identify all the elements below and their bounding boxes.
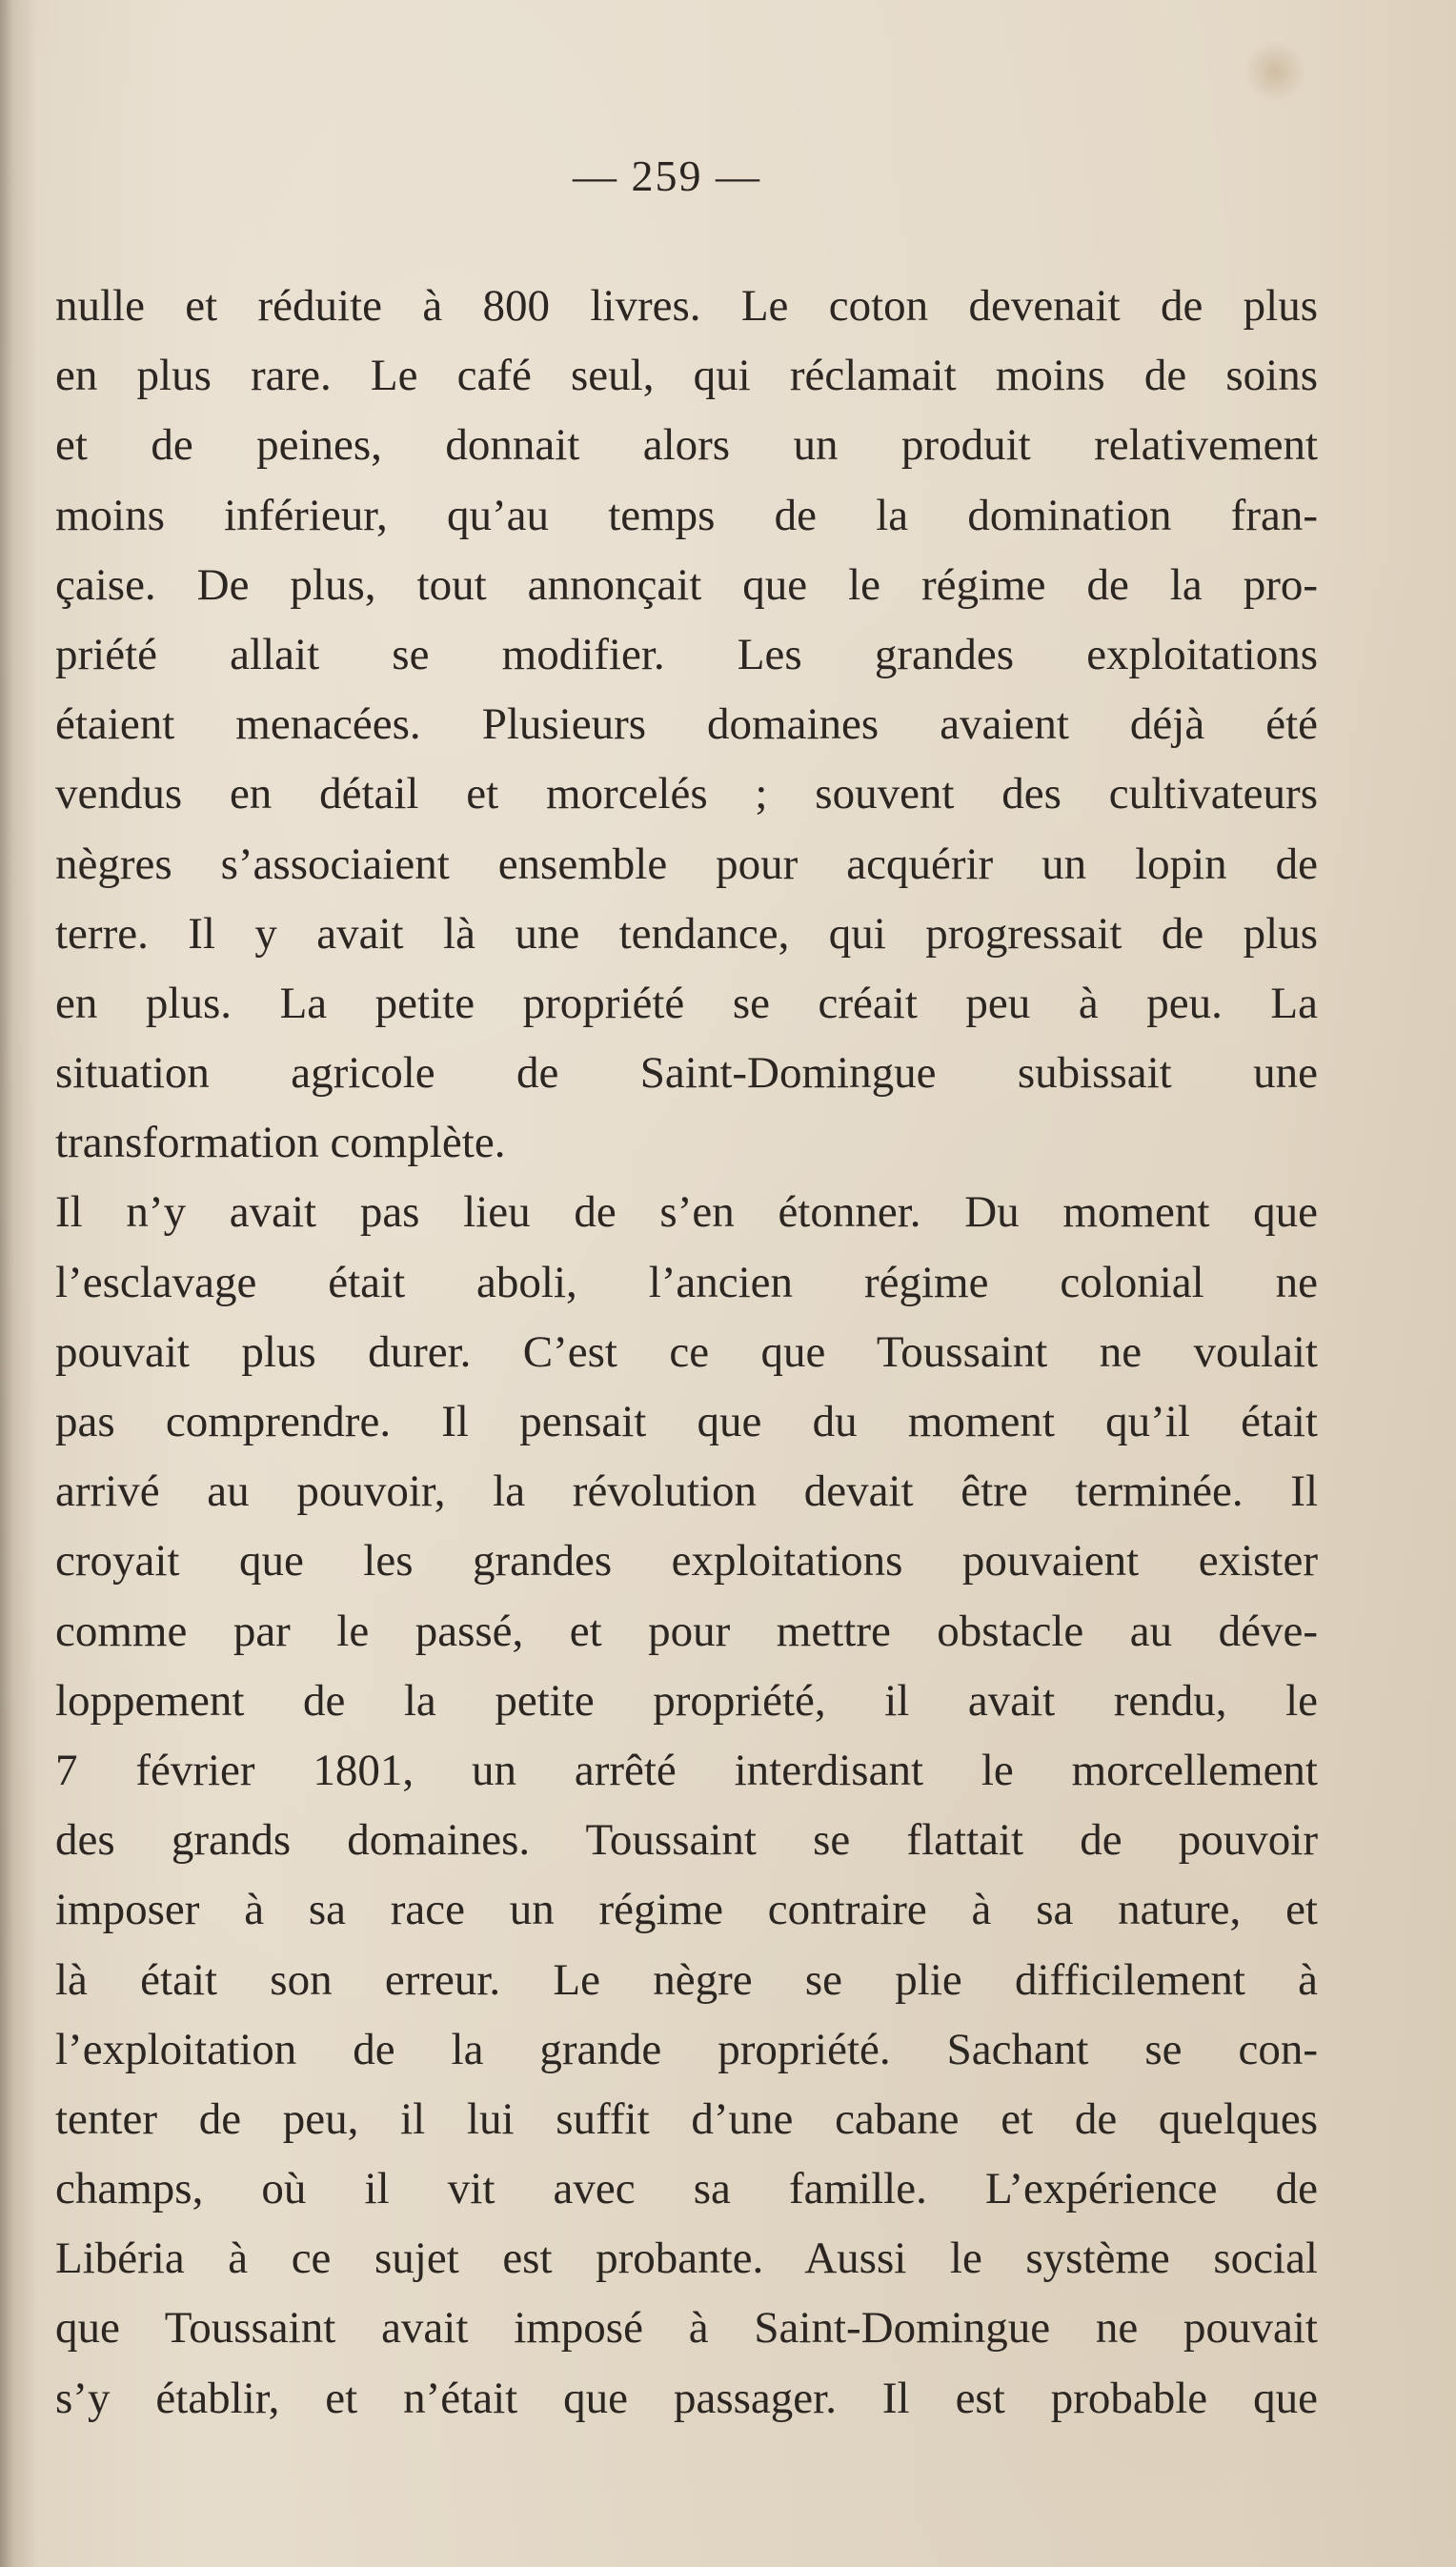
text-line: situation agricole de Saint-Domingue subissait une — [55, 1048, 1318, 1099]
text-line-paragraph-start: Il n’y avait pas lieu de s’en étonner. Du moment que — [55, 1187, 1318, 1238]
text-line: moins inférieur, qu’au temps de la domination fran- — [55, 490, 1318, 540]
text-line: vendus en détail et morcelés ; souvent des cultivateurs — [55, 769, 1318, 819]
text-line: comme par le passé, et pour mettre obstacle au déve- — [55, 1606, 1318, 1656]
paper-stain — [1246, 38, 1304, 105]
text-line: loppement de la petite propriété, il avait rendu, le — [55, 1675, 1318, 1726]
text-line: l’esclavage était aboli, l’ancien régime colonial ne — [55, 1257, 1318, 1307]
text-line: champs, où il vit avec sa famille. L’expérience de — [55, 2164, 1318, 2214]
text-line: Libéria à ce sujet est probante. Aussi le système social — [55, 2233, 1318, 2284]
text-line: arrivé au pouvoir, la révolution devait être terminée. Il — [55, 1466, 1318, 1517]
text-line: étaient menacées. Plusieurs domaines avaient déjà été — [55, 699, 1318, 750]
text-line: pouvait plus durer. C’est ce que Toussaint ne voulait — [55, 1326, 1318, 1377]
text-line: nulle et réduite à 800 livres. Le coton devenait de plus — [55, 281, 1318, 331]
text-line: 7 février 1801, un arrêté interdisant le morcellement — [55, 1745, 1318, 1795]
text-line: s’y établir, et n’était que passager. Il est probable que — [55, 2373, 1318, 2423]
text-line: çaise. De plus, tout annonçait que le régime de la pro- — [55, 559, 1318, 610]
text-line: en plus. La petite propriété se créait peu à peu. La — [55, 978, 1318, 1028]
text-line: en plus rare. Le café seul, qui réclamait moins de soins — [55, 351, 1318, 401]
text-line-paragraph-end: transformation complète. — [55, 1118, 506, 1168]
text-line: et de peines, donnait alors un produit relativement — [55, 420, 1318, 471]
text-line: pas comprendre. Il pensait que du moment qu’il était — [55, 1397, 1318, 1446]
text-line: croyait que les grandes exploitations pouvaient exister — [55, 1536, 1318, 1587]
page-number: — 259 — — [573, 152, 761, 200]
text-line: terre. Il y avait là une tendance, qui progressait de plus — [55, 908, 1318, 959]
text-line: que Toussaint avait imposé à Saint-Domingue ne pouvait — [55, 2303, 1318, 2354]
text-line: là était son erreur. Le nègre se plie difficilement à — [55, 1954, 1318, 2005]
text-line: des grands domaines. Toussaint se flattait de pouvoir — [55, 1815, 1318, 1866]
text-line: nègres s’associaient ensemble pour acquérir un lopin de — [55, 839, 1318, 889]
text-line: tenter de peu, il lui suffit d’une cabane et de quelques — [55, 2093, 1318, 2144]
text-line: priété allait se modifier. Les grandes exploitations — [55, 629, 1318, 679]
text-line: imposer à sa race un régime contraire à sa nature, et — [55, 1885, 1318, 1935]
text-line: l’exploitation de la grande propriété. Sachant se con- — [55, 2024, 1318, 2074]
body-text — [55, 272, 1318, 2434]
